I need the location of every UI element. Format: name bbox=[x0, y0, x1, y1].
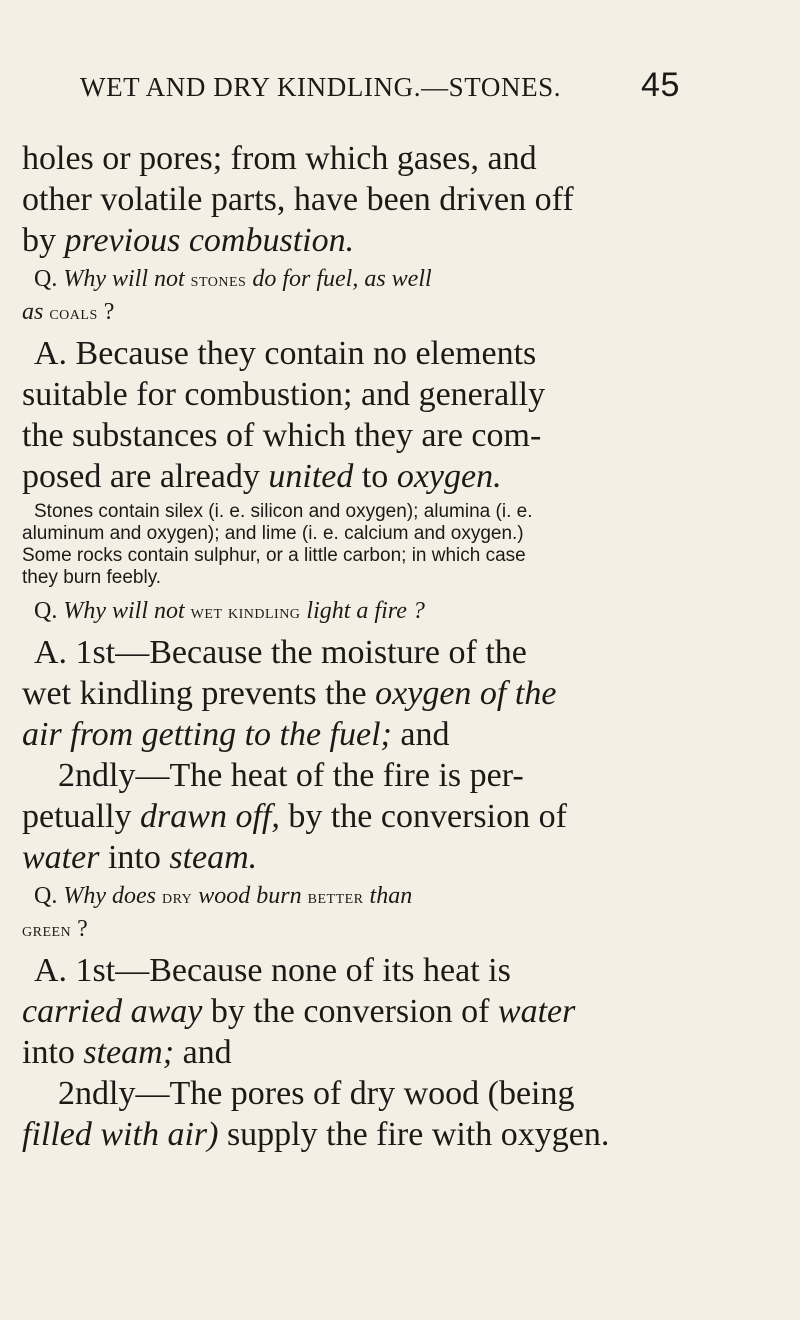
text-line: A. Because they contain no elements bbox=[34, 335, 537, 372]
question-text: than bbox=[363, 883, 413, 909]
text-line: to bbox=[353, 458, 397, 495]
question-text: Why will not bbox=[63, 598, 191, 624]
answer-dry-wood bbox=[22, 950, 687, 1155]
emphasis: steam. bbox=[169, 839, 258, 876]
text-line: by bbox=[22, 222, 65, 259]
question-dry-wood bbox=[22, 880, 687, 946]
text-line: A. 1st—Because none of its heat is bbox=[34, 952, 511, 989]
text-line: other volatile parts, have been driven off bbox=[22, 181, 574, 218]
question-text: wood burn bbox=[192, 883, 308, 909]
question-text: Why does bbox=[63, 883, 162, 909]
question-label: Q. bbox=[34, 883, 64, 909]
small-caps-term: green bbox=[22, 919, 72, 941]
note-line: aluminum and oxygen); and lime (i. e. calcium and oxygen.) bbox=[22, 523, 524, 544]
text-line: the substances of which they are com- bbox=[22, 417, 542, 454]
running-head bbox=[80, 66, 680, 104]
emphasis: united bbox=[268, 458, 354, 495]
emphasis: filled with air) bbox=[22, 1116, 219, 1153]
emphasis: carried away bbox=[22, 993, 203, 1030]
emphasis: water bbox=[497, 993, 576, 1030]
small-caps-term: stones bbox=[190, 269, 247, 291]
question-stones bbox=[22, 263, 687, 329]
note-line: they burn feebly. bbox=[22, 567, 162, 588]
note-line: Some rocks contain sulphur, or a little carbon; in which case bbox=[22, 545, 526, 566]
text-line: supply the fire with oxygen. bbox=[218, 1116, 610, 1153]
question-text: do for fuel, as well bbox=[246, 266, 432, 292]
emphasis: previous combustion. bbox=[64, 222, 355, 259]
text-line: and bbox=[174, 1034, 232, 1071]
text-line: and bbox=[391, 716, 450, 753]
emphasis: steam; bbox=[83, 1034, 175, 1071]
text-line: posed are already bbox=[22, 458, 269, 495]
answer-stones bbox=[22, 333, 687, 497]
question-mark: ? bbox=[71, 916, 88, 942]
small-caps-term: coals bbox=[49, 302, 98, 324]
text-line: into bbox=[22, 1034, 84, 1071]
small-caps-term: better bbox=[307, 886, 364, 908]
text-line: petually bbox=[22, 798, 141, 835]
answer-wet-kindling bbox=[22, 632, 687, 878]
question-wet-kindling bbox=[22, 595, 687, 628]
text-line: by the conversion of bbox=[202, 993, 498, 1030]
emphasis: oxygen. bbox=[396, 458, 502, 495]
running-title: WET AND DRY KINDLING.—STONES. bbox=[80, 72, 562, 102]
paragraph-continuation bbox=[22, 138, 687, 261]
small-caps-term: dry bbox=[161, 886, 193, 908]
emphasis: drawn off, bbox=[140, 798, 280, 835]
footnote-stones bbox=[22, 501, 687, 589]
question-text: as bbox=[22, 299, 50, 325]
question-text: light a fire ? bbox=[300, 598, 425, 624]
text-line: 2ndly—The heat of the fire is per- bbox=[58, 757, 524, 794]
text-line: by the conversion of bbox=[279, 798, 567, 835]
emphasis: water bbox=[22, 839, 100, 876]
page-number: 45 bbox=[640, 66, 680, 104]
text-line: holes or pores; from which gases, and bbox=[22, 140, 537, 177]
text-line: suitable for combustion; and generally bbox=[22, 376, 546, 413]
small-caps-term: wet kindling bbox=[190, 601, 301, 623]
page-body bbox=[22, 138, 687, 1155]
emphasis: air from getting to the fuel; bbox=[22, 716, 392, 753]
question-mark: ? bbox=[97, 299, 115, 325]
question-text: Why will not bbox=[63, 266, 191, 292]
text-line: wet kindling prevents the bbox=[22, 675, 376, 712]
text-line: 2ndly—The pores of dry wood (being bbox=[58, 1075, 575, 1112]
question-label: Q. bbox=[34, 598, 64, 624]
question-label: Q. bbox=[34, 266, 64, 292]
text-line: A. 1st—Because the moisture of the bbox=[34, 634, 527, 671]
note-line: Stones contain silex (i. e. silicon and oxygen); alumina (i. e. bbox=[34, 501, 533, 522]
text-line: into bbox=[99, 839, 170, 876]
emphasis: oxygen of the bbox=[375, 675, 557, 712]
